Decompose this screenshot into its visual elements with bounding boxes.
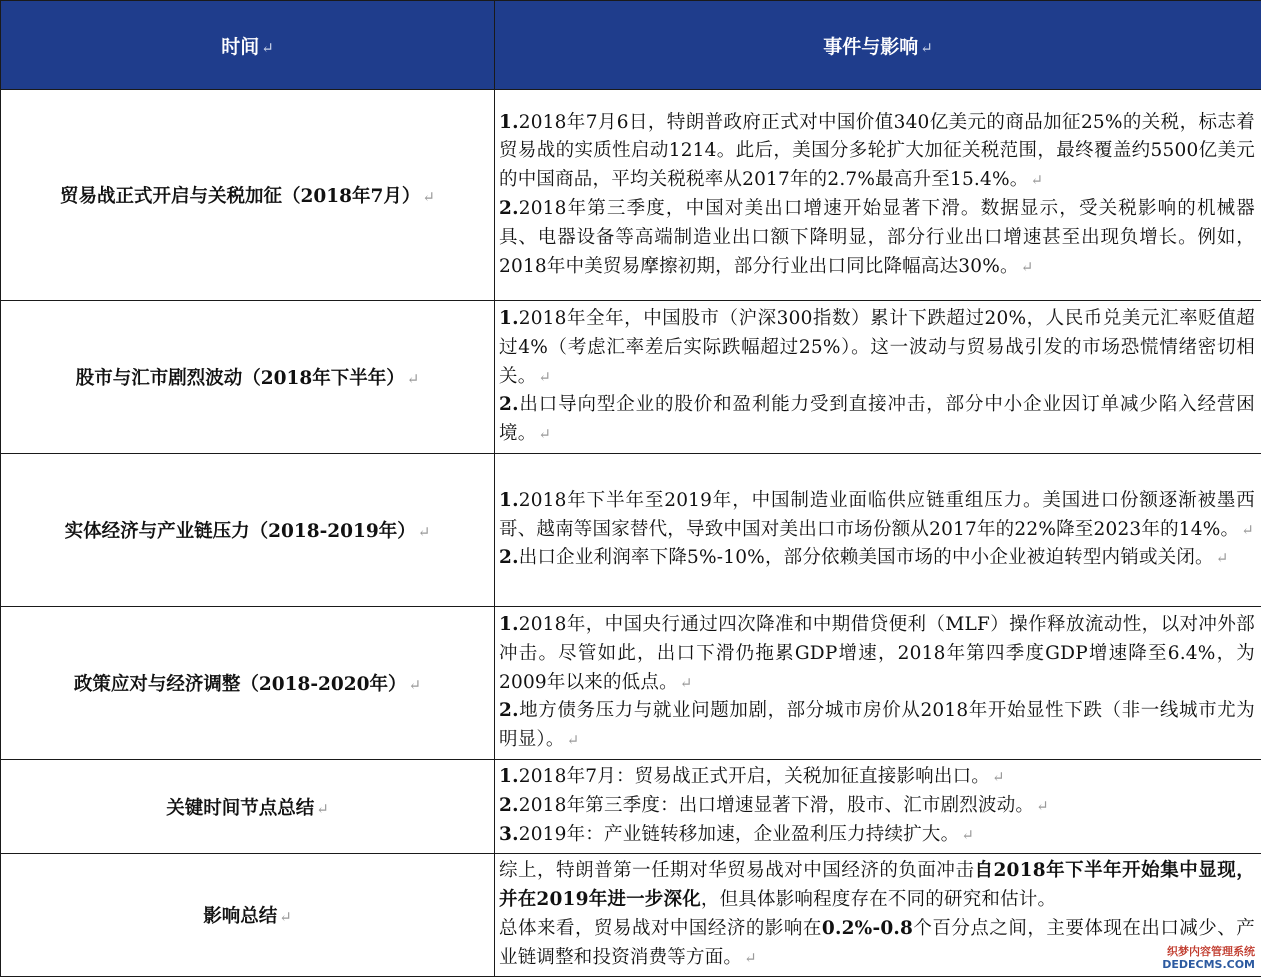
time-cell: 实体经济与产业链压力（2018-2019年） ↵ — [1, 454, 495, 607]
table-row-summary — [1, 854, 1261, 977]
table-row — [1, 90, 1261, 301]
event-cell — [495, 301, 1261, 454]
event-cell — [495, 454, 1261, 607]
time-cell: 股市与汇市剧烈波动（2018年下半年） ↵ — [1, 301, 495, 454]
event-item: 2.地方债务压力与就业问题加剧，部分城市房价从2018年开始显性下跌（非一线城市尤为明显）。 ↵ — [499, 700, 1255, 751]
summary-paragraph: 总体来看，贸易战对中国经济的影响在0.2%-0.8个百分点之间，主要体现在出口减少、产业链调整和投资消费等方面。 ↵ — [499, 918, 1255, 968]
watermark-line2: DEDECMS.COM — [1162, 958, 1255, 971]
event-item: 1.2018年下半年至2019年，中国制造业面临供应链重组压力。美国进口份额逐渐被墨西哥、越南等国家替代，导致中国对美出口市场份额从2017年的22%降至2023年的14%。 ↵ — [499, 489, 1255, 540]
event-item: 3.2019年：产业链转移加速，企业盈利压力持续扩大。 ↵ — [499, 823, 975, 845]
header-time: 时间 ↵ — [1, 1, 495, 90]
time-cell: 贸易战正式开启与关税加征（2018年7月） ↵ — [1, 90, 495, 301]
event-item: 1.2018年，中国央行通过四次降准和中期借贷便利（MLF）操作释放流动性，以对冲外部冲击。尽管如此，出口下滑仍拖累GDP增速，2018年第四季度GDP增速降至6.4%，为2009年以来的低点。 ↵ — [499, 614, 1255, 693]
watermark-logo — [1139, 945, 1255, 973]
watermark-line1: 织梦内容管理系统 — [1167, 945, 1255, 958]
header-row — [1, 1, 1261, 90]
table-row — [1, 301, 1261, 454]
table-row — [1, 607, 1261, 760]
event-cell — [495, 90, 1261, 301]
summary-paragraph: 综上，特朗普第一任期对华贸易战对中国经济的负面冲击自2018年下半年开始集中显现，并在2019年进一步深化，但具体影响程度存在不同的研究和估计。 — [499, 860, 1255, 911]
event-cell — [495, 607, 1261, 760]
event-item: 2.出口企业利润率下降5%-10%，部分依赖美国市场的中小企业被迫转型内销或关闭。 ↵ — [499, 547, 1229, 569]
header-events: 事件与影响 ↵ — [495, 1, 1261, 90]
table-row — [1, 760, 1261, 854]
summary-time-cell: 影响总结 ↵ — [1, 854, 495, 977]
event-item: 1.2018年7月：贸易战正式开启，关税加征直接影响出口。 ↵ — [499, 766, 1005, 788]
event-item: 2.出口导向型企业的股价和盈利能力受到直接冲击，部分中小企业因订单减少陷入经营困境。 ↵ — [499, 394, 1255, 445]
table-row — [1, 454, 1261, 607]
time-cell: 关键时间节点总结 ↵ — [1, 760, 495, 854]
event-item: 1.2018年7月6日，特朗普政府正式对中国价值340亿美元的商品加征25%的关税，标志着贸易战的实质性启动1214。此后，美国分多轮扩大加征关税范围，最终覆盖约5500亿美元的中国商品，平均关税税率从2017年的2.7%最高升至15.4%。 ↵ — [499, 111, 1255, 191]
event-item: 1.2018年全年，中国股市（沪深300指数）累计下跌超过20%，人民币兑美元汇率贬值超过4%（考虑汇率差后实际跌幅超过25%）。这一波动与贸易战引发的市场恐慌情绪密切相关。 ↵ — [499, 308, 1255, 387]
event-item: 2.2018年第三季度，中国对美出口增速开始显著下滑。数据显示，受关税影响的机械器具、电器设备等高端制造业出口额下降明显，部分行业出口增速甚至出现负增长。例如，2018年中美贸易摩擦初期，部分行业出口同比降幅高达30%。 ↵ — [499, 198, 1255, 277]
event-item: 2.2018年第三季度：出口增速显著下滑，股市、汇市剧烈波动。 ↵ — [499, 795, 1049, 817]
event-cell — [495, 760, 1261, 854]
time-cell: 政策应对与经济调整（2018-2020年） ↵ — [1, 607, 495, 760]
